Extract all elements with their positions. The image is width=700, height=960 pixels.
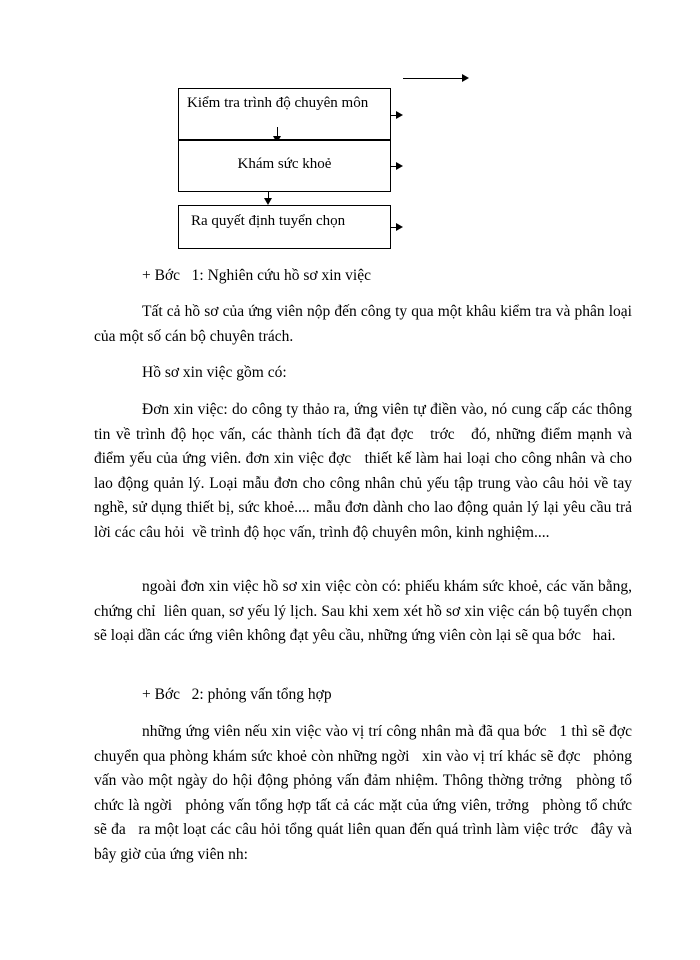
top-arrow-head: [462, 74, 469, 82]
paragraph-interview: những ứng viên nếu xin việc vào vị trí công nhân mà đã qua bớc 1 thì sẽ đợc chuyển qua phòng khám sức khoẻ còn những ngời xin vào vị trí khác sẽ đợc phỏng vấn vào một ngày do hội động phỏng vấn đảm nhiệm. Thông thờng trởng phòng tổ chức là ngời phỏng vấn tổng hợp tất cả các mặt của ứng viên, trởng phòng tổ chức sẽ đa ra một loạt các câu hỏi tổng quát liên quan đến quá trình làm việc trớc đây và bây giờ của ứng viên nh:: [94, 723, 644, 863]
top-arrow-line: [403, 78, 463, 79]
paragraph-intro: Tất cả hồ sơ của ứng viên nộp đến công ty qua một khâu kiểm tra và phân loại của một số cán bộ chuyên trách.: [94, 303, 632, 345]
paragraph-other-documents: ngoài đơn xin việc hồ sơ xin việc còn có: phiếu khám sức khoẻ, các văn bằng, chứng chỉ liên quan, sơ yếu lý lịch. Sau khi xem xét hồ sơ xin việc cán bộ tuyển chọn sẽ loại dần các ứng viên không đạt yêu cầu, những ứng viên còn lại sẽ qua bớc hai.: [94, 578, 636, 644]
box2-arrow-head: [396, 162, 403, 170]
flow-box-health-check-label: Khám sức khoẻ: [237, 156, 332, 172]
box3-arrow-head: [396, 223, 403, 231]
connector-2-3-head: [264, 198, 272, 205]
flow-box-decision-label: Ra quyết định tuyển chọn: [191, 213, 346, 229]
paragraph-application-form: Đơn xin việc: do công ty thảo ra, ứng viên tự điền vào, nó cung cấp các thông tin về trình độ học vấn, các thành tích đã đạt đợc trớc đó, những điểm mạnh và điểm yếu của ứng viên. đơn xin việc đợc thiết kế làm hai loại cho công nhân và cho lao động quản lý. Loại mẫu đơn cho công nhân chủ yếu tập trung vào câu hỏi về tay nghề, sử dụng thiết bị, sức khoẻ.... mẫu đơn dành cho lao động quản lý lại yêu cầu trả lời các câu hỏi về trình độ học vấn, trình độ chuyên môn, kinh nghiệm....: [94, 401, 636, 541]
flow-box-decision: [178, 205, 391, 249]
box1-arrow-head: [396, 111, 403, 119]
flow-box-check-expertise-label: Kiểm tra trình độ chuyên môn: [187, 95, 369, 111]
step-2-heading: + Bớc 2: phỏng vấn tổng hợp: [142, 686, 332, 703]
paragraph-documents-title: Hồ sơ xin việc gồm có:: [142, 364, 287, 381]
flow-box-health-check: [178, 140, 391, 192]
flow-box-check-expertise: [178, 88, 391, 140]
step-1-heading: + Bớc 1: Nghiên cứu hồ sơ xin việc: [142, 267, 371, 284]
